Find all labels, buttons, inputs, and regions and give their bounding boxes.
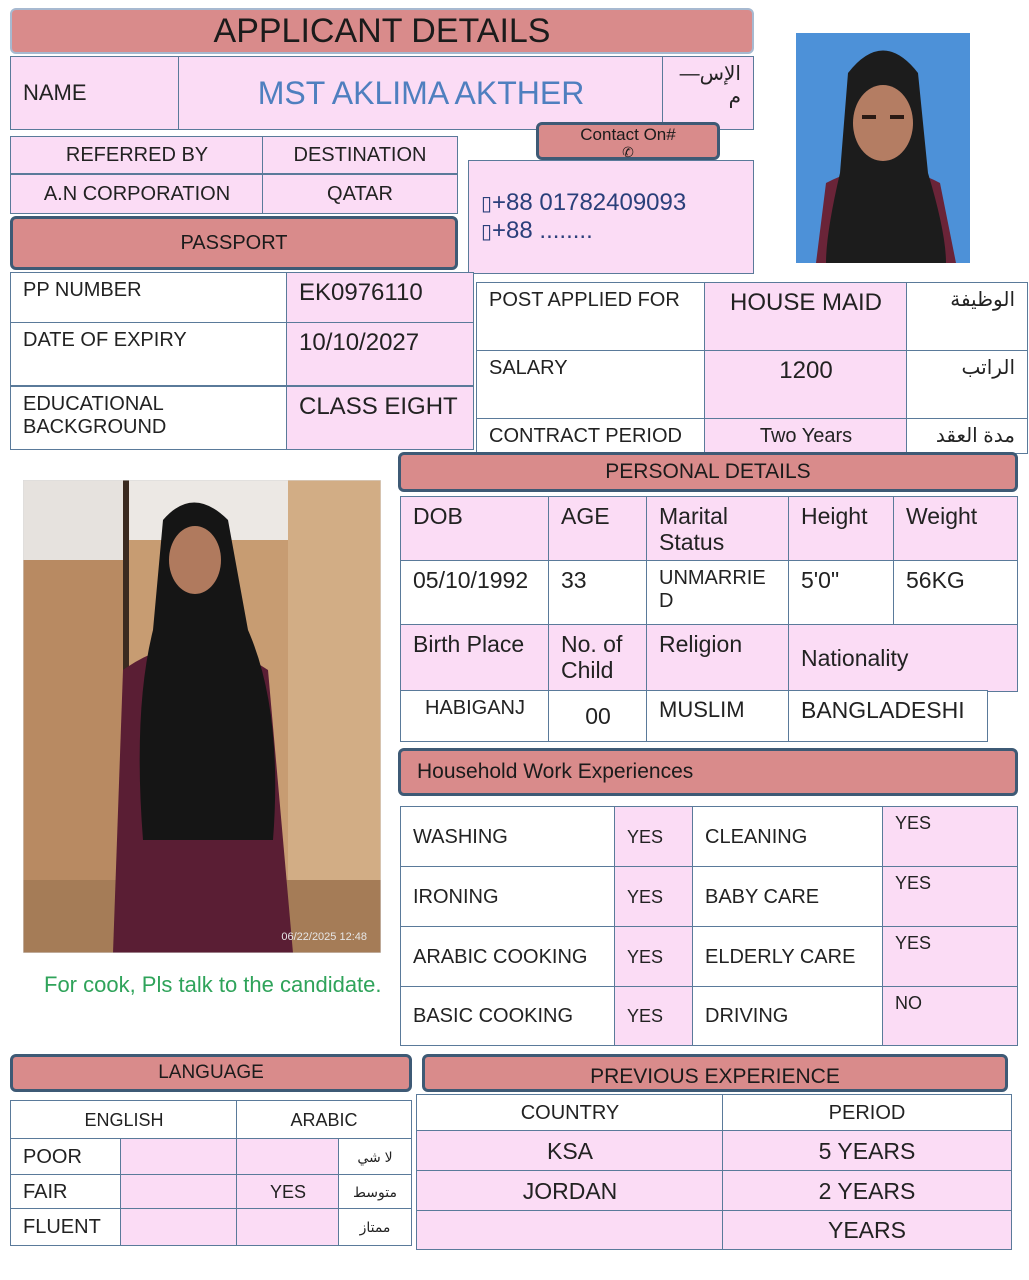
marital-label: Marital Status [646, 496, 790, 562]
household-header: Household Work Experiences [398, 748, 1018, 796]
english-label: ENGLISH [10, 1100, 238, 1140]
period-value-2: 2 YEARS [722, 1170, 1012, 1212]
name-label: NAME [10, 56, 180, 130]
previous-experience-header: PREVIOUS EXPERIENCE [422, 1054, 1008, 1092]
period-label: PERIOD [722, 1094, 1012, 1132]
referred-by-value: A.N CORPORATION [10, 174, 264, 214]
washing-value: YES [614, 806, 694, 868]
post-value: HOUSE MAID [704, 282, 908, 352]
contact-header [536, 122, 720, 160]
poor-arabic-value [236, 1138, 340, 1176]
baby-care-label: BABY CARE [692, 866, 884, 928]
country-value-3 [416, 1210, 724, 1250]
photo-timestamp: 06/22/2025 12:48 [281, 931, 367, 943]
post-label: POST APPLIED FOR [476, 282, 706, 352]
cleaning-value: YES [882, 806, 1018, 868]
pp-number-label: PP NUMBER [10, 272, 288, 324]
ironing-value: YES [614, 866, 694, 928]
fair-english-value [120, 1174, 238, 1210]
dob-label: DOB [400, 496, 550, 562]
profile-photo [796, 33, 970, 263]
fluent-label: FLUENT [10, 1208, 122, 1246]
period-value-3: YEARS [722, 1210, 1012, 1250]
baby-care-value: YES [882, 866, 1018, 928]
ironing-label: IRONING [400, 866, 616, 928]
salary-arabic-label: الراتب [906, 350, 1028, 420]
birthplace-label: Birth Place [400, 624, 550, 692]
pp-number-value: EK0976110 [286, 272, 474, 324]
arabic-cooking-value: YES [614, 926, 694, 988]
profile-photo-figure [796, 33, 970, 263]
religion-label: Religion [646, 624, 790, 692]
children-label: No. of Child [548, 624, 648, 692]
phone-number-1[interactable]: ▯+88 01782409093 [481, 189, 687, 216]
page-title: APPLICANT DETAILS [10, 8, 754, 54]
marital-value: UNMARRIE D [646, 560, 790, 626]
salary-value: 1200 [704, 350, 908, 420]
contract-value: Two Years [704, 418, 908, 454]
height-value: 5'0" [788, 560, 895, 626]
applicant-name: MST AKLIMA AKTHER [178, 56, 664, 130]
height-label: Height [788, 496, 895, 562]
fluent-english-value [120, 1208, 238, 1246]
expiry-value: 10/10/2027 [286, 322, 474, 386]
age-value: 33 [548, 560, 648, 626]
birthplace-value: HABIGANJ [400, 690, 550, 742]
phone-number-2[interactable]: ▯+88 ........ [481, 216, 593, 244]
religion-value: MUSLIM [646, 690, 790, 742]
age-label: AGE [548, 496, 648, 562]
dob-value: 05/10/1992 [400, 560, 550, 626]
basic-cooking-value: YES [614, 986, 694, 1046]
arabic-cooking-label: ARABIC COOKING [400, 926, 616, 988]
driving-label: DRIVING [692, 986, 884, 1046]
country-value-1: KSA [416, 1130, 724, 1172]
nationality-value: BANGLADESHI [788, 690, 988, 742]
post-arabic-label: الوظيفة [906, 282, 1028, 352]
cleaning-label: CLEANING [692, 806, 884, 868]
period-value-1: 5 YEARS [722, 1130, 1012, 1172]
arabic-label: ARABIC [236, 1100, 412, 1140]
contact-title: Contact On# [580, 125, 676, 144]
fair-arabic-label: متوسط [338, 1174, 412, 1210]
driving-value: NO [882, 986, 1018, 1046]
name-arabic-label: الإس— م [662, 56, 754, 130]
salary-label: SALARY [476, 350, 706, 420]
basic-cooking-label: BASIC COOKING [400, 986, 616, 1046]
fluent-arabic-label: ممتاز [338, 1208, 412, 1246]
destination-value: QATAR [262, 174, 458, 214]
poor-english-value [120, 1138, 238, 1176]
full-body-photo [23, 480, 381, 953]
referred-by-label: REFERRED BY [10, 136, 264, 174]
weight-label: Weight [893, 496, 1018, 562]
education-label: EDUCATIONAL BACKGROUND [10, 386, 288, 450]
contract-label: CONTRACT PERIOD [476, 418, 706, 454]
nationality-label: Nationality [788, 624, 1018, 692]
weight-value: 56KG [893, 560, 1018, 626]
country-label: COUNTRY [416, 1094, 724, 1132]
fair-arabic-value: YES [236, 1174, 340, 1210]
elderly-care-label: ELDERLY CARE [692, 926, 884, 988]
contract-arabic-label: مدة العقد [906, 418, 1028, 454]
elderly-care-value: YES [882, 926, 1018, 988]
children-value: 00 [548, 690, 648, 742]
full-body-photo-figure [23, 480, 381, 953]
country-value-2: JORDAN [416, 1170, 724, 1212]
contact-box [468, 160, 754, 274]
cook-note: For cook, Pls talk to the candidate. [44, 972, 382, 997]
washing-label: WASHING [400, 806, 616, 868]
education-value: CLASS EIGHT [286, 386, 474, 450]
fluent-arabic-value [236, 1208, 340, 1246]
passport-header: PASSPORT [10, 216, 458, 270]
personal-details-header: PERSONAL DETAILS [398, 452, 1018, 492]
language-header: LANGUAGE [10, 1054, 412, 1092]
poor-arabic-label: لا شي [338, 1138, 412, 1176]
expiry-label: DATE OF EXPIRY [10, 322, 288, 386]
fair-label: FAIR [10, 1174, 122, 1210]
poor-label: POOR [10, 1138, 122, 1176]
destination-label: DESTINATION [262, 136, 458, 174]
phone-icon: ✆ [622, 144, 634, 160]
